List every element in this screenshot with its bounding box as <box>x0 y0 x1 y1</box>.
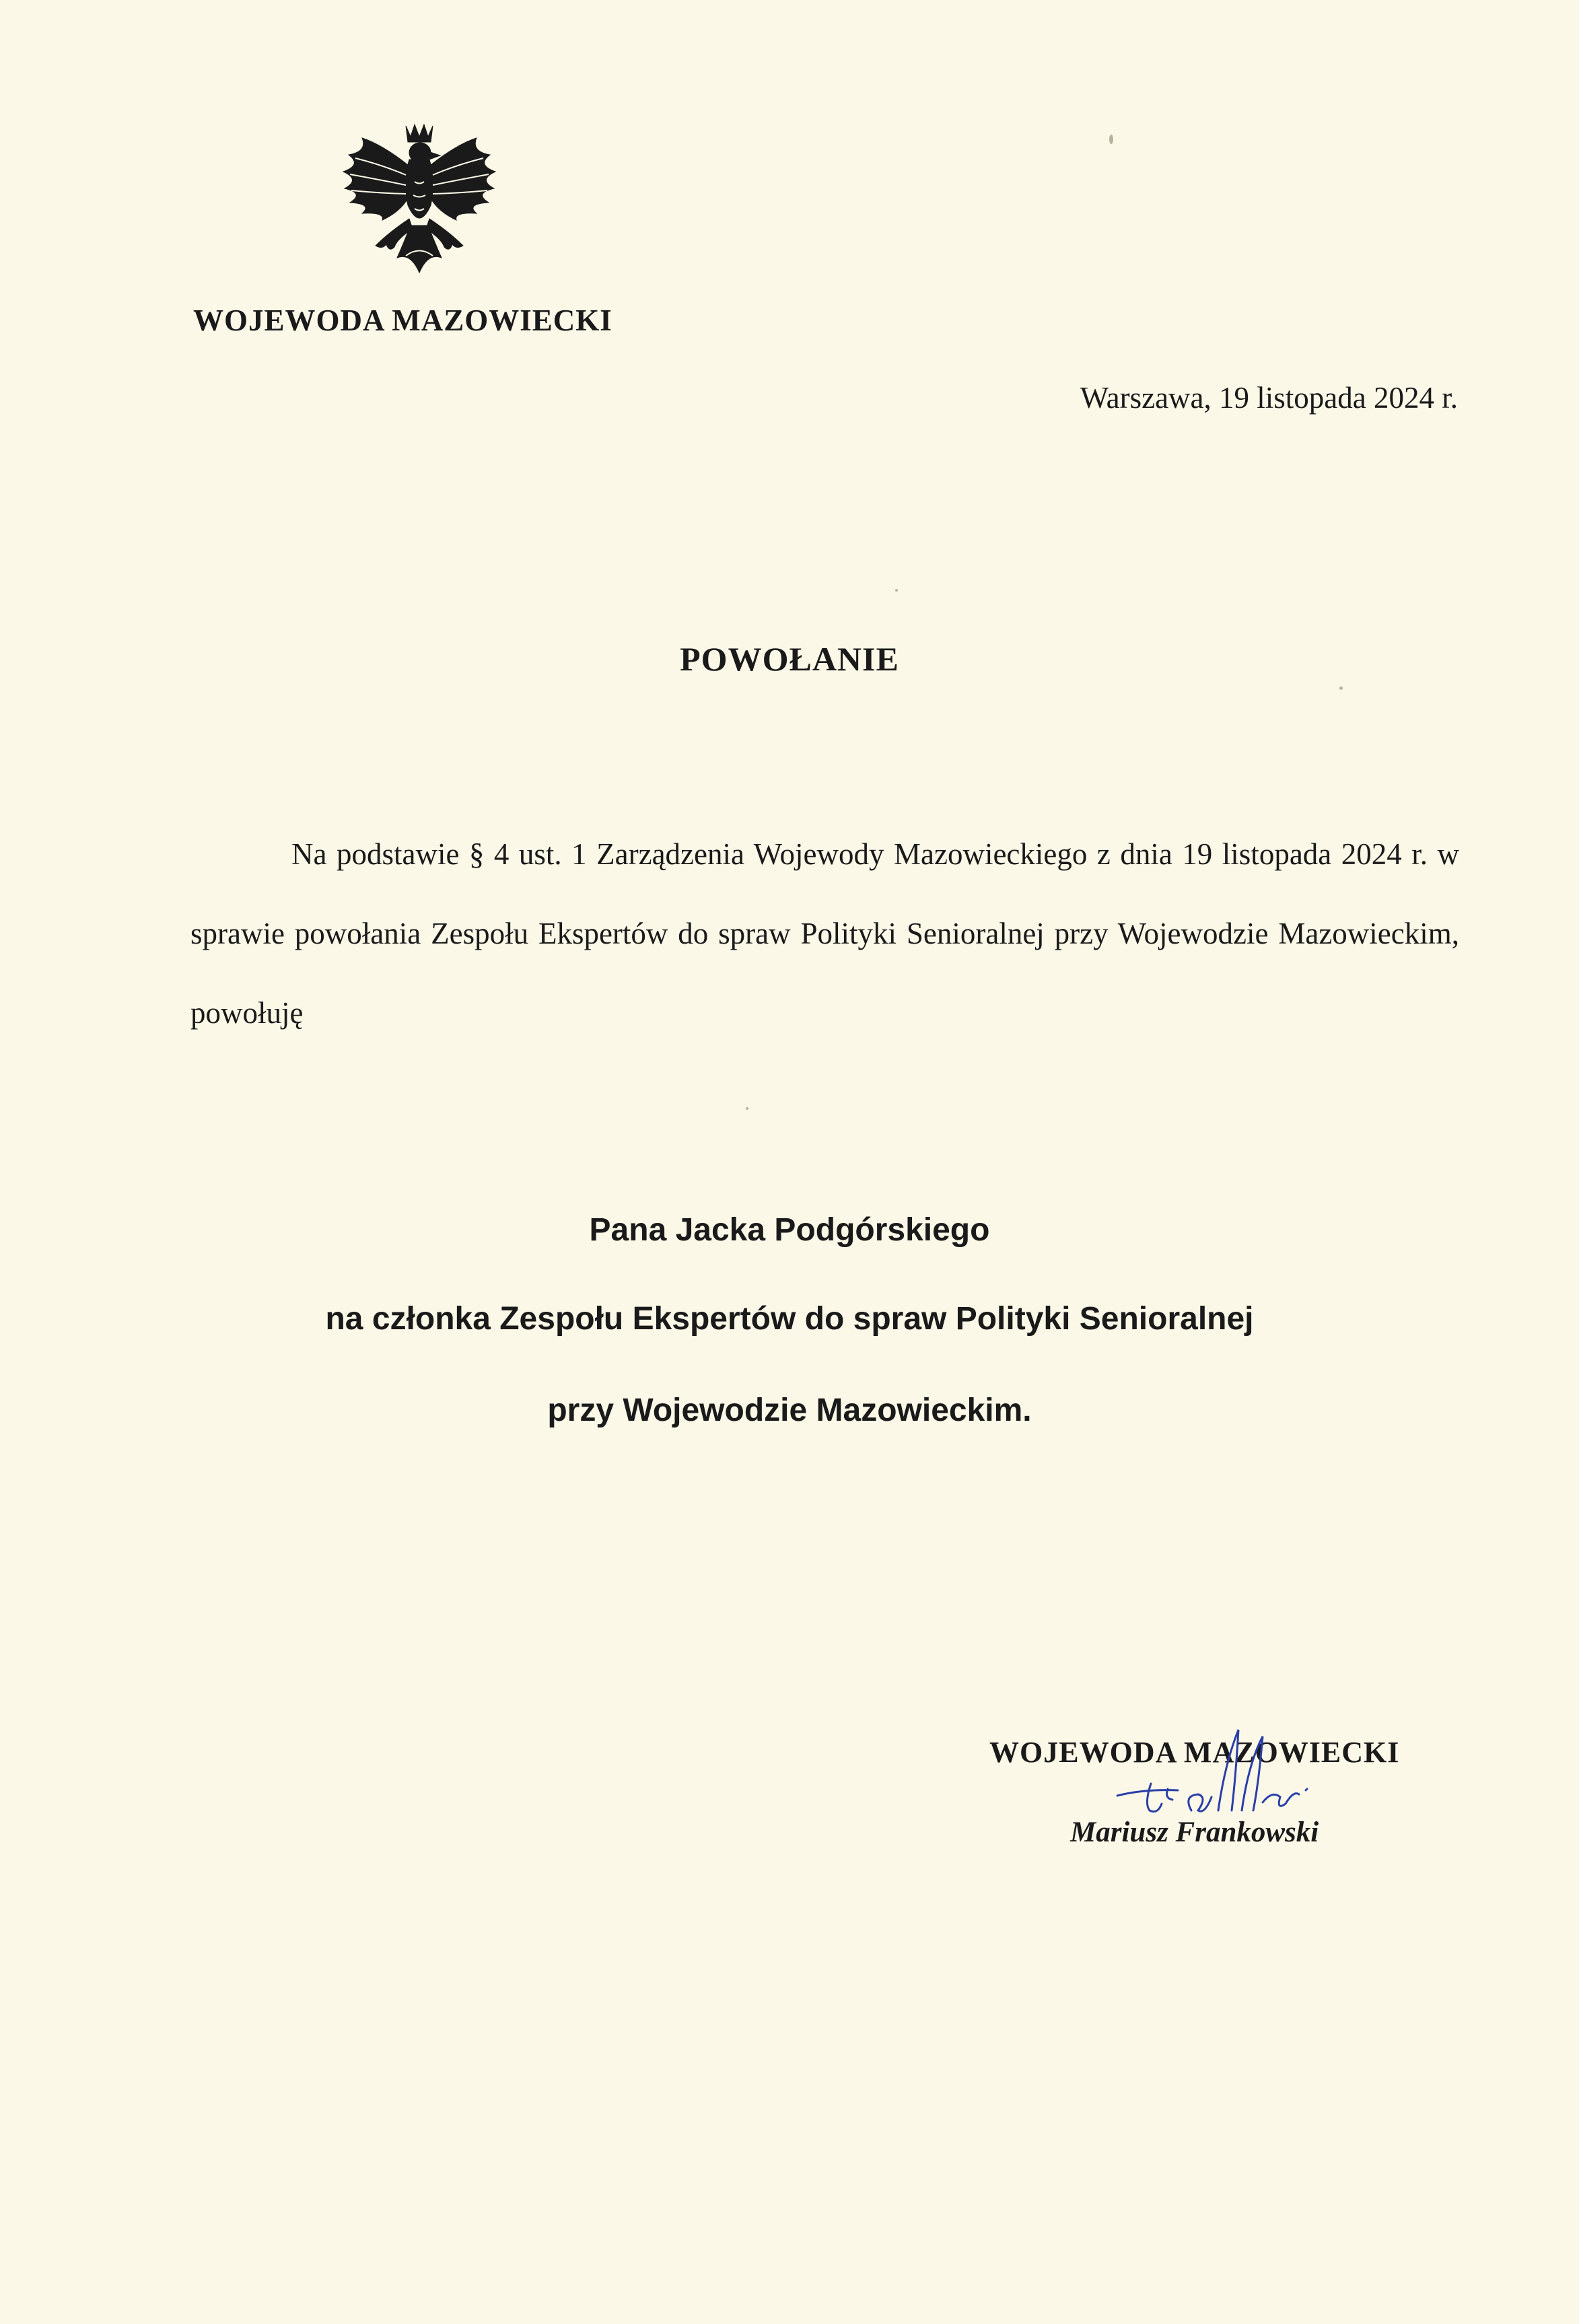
place-and-date: Warszawa, 19 listopada 2024 r. <box>1080 381 1458 415</box>
handwritten-signature <box>1104 1710 1360 1831</box>
document-title: POWOŁANIE <box>680 640 899 678</box>
paper-speck <box>1109 135 1113 144</box>
appointment-role: na członka Zespołu Ekspertów do spraw Polityki Senioralnej <box>325 1301 1254 1337</box>
polish-eagle-emblem-icon <box>335 118 503 296</box>
paper-speck <box>1339 686 1343 690</box>
appointee-name: Pana Jacka Podgórskiego <box>589 1212 990 1248</box>
issuer-header: WOJEWODA MAZOWIECKI <box>193 304 612 337</box>
signatory-title: WOJEWODA MAZOWIECKI <box>989 1736 1400 1769</box>
paper-speck <box>746 1107 748 1110</box>
paper-speck <box>895 589 898 592</box>
signatory-name: Mariusz Frankowski <box>1070 1817 1319 1848</box>
legal-basis-paragraph: Na podstawie § 4 ust. 1 Zarządzenia Wojewody Mazowieckiego z dnia 19 listopada 2024 r. w sprawie powołania Zespołu Ekspertów do spraw Polityki Senioralnej przy Wojewodzie Mazowieckim, powołuję <box>190 837 1459 1030</box>
appointment-body: przy Wojewodzie Mazowieckim. <box>547 1393 1032 1428</box>
